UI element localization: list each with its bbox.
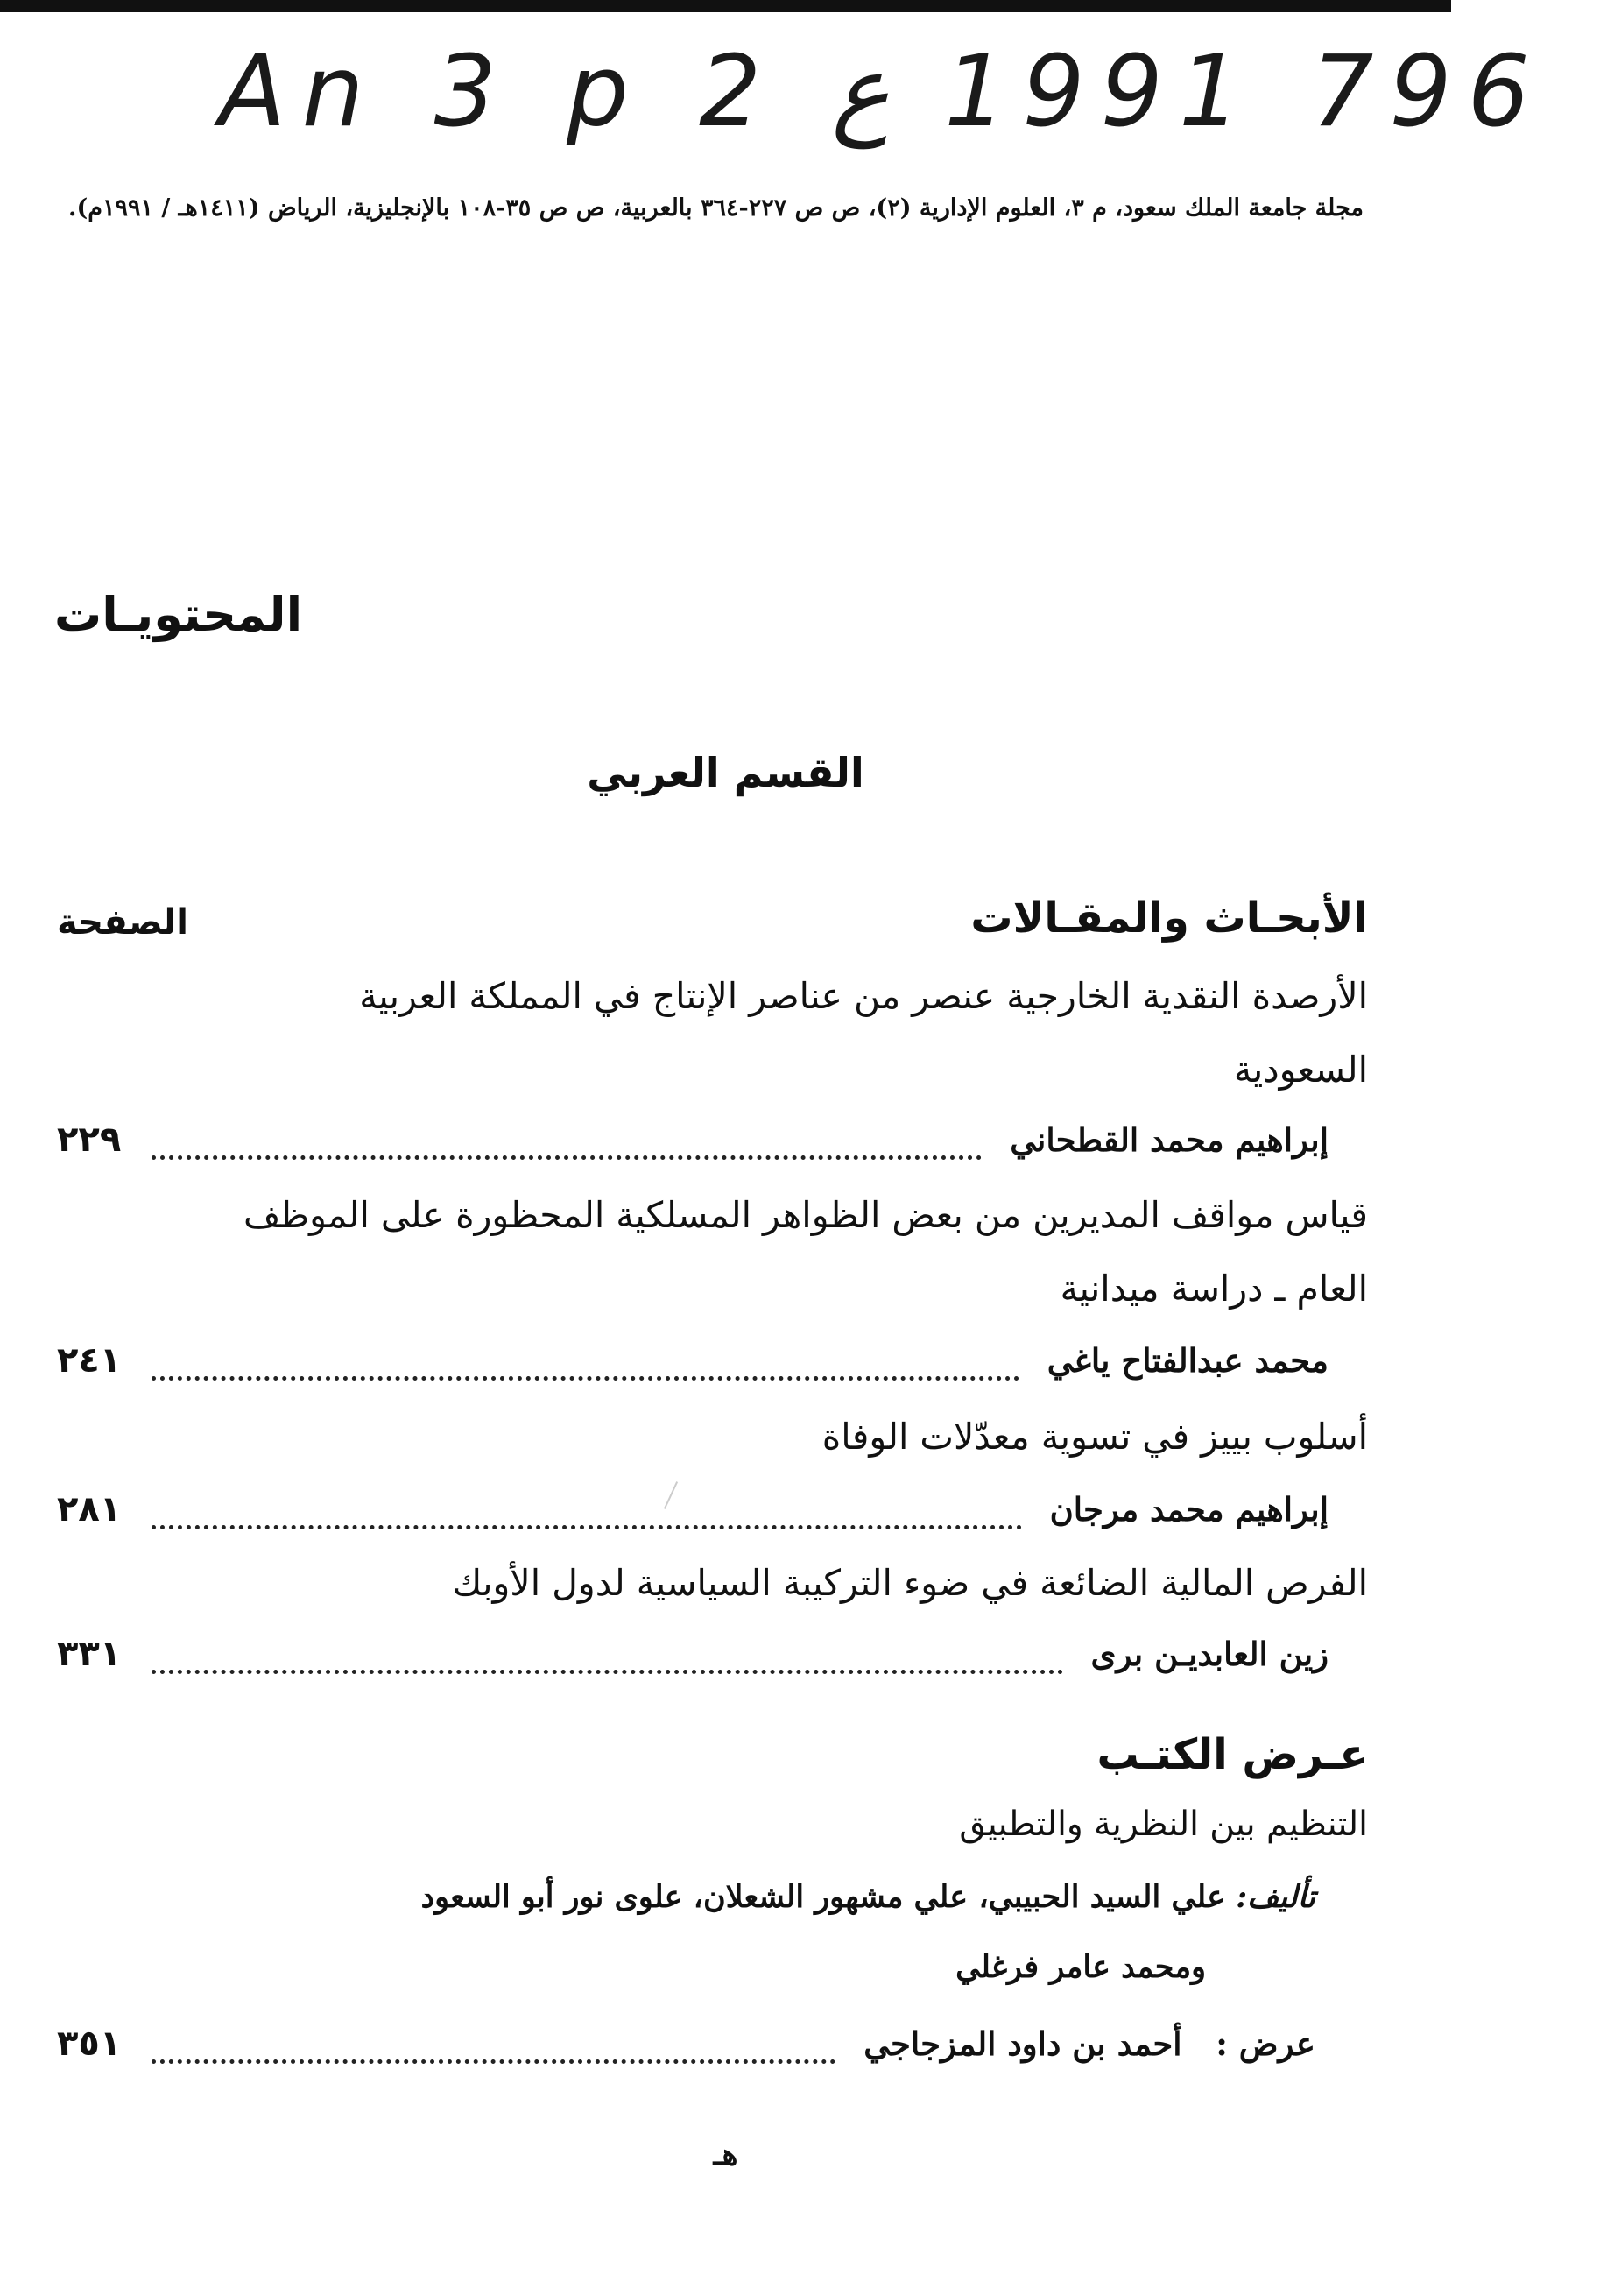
article-1-title xyxy=(359,959,1368,1106)
article-author: زين العابديـن برى xyxy=(1090,1635,1329,1673)
article-author: إبراهيم محمد القطحاني xyxy=(1010,1120,1329,1159)
hw-token: 3 xyxy=(433,35,512,149)
article-4-title xyxy=(453,1546,1368,1620)
leader-dots xyxy=(152,1499,1022,1529)
hw-token: 1991 xyxy=(944,35,1258,149)
page-number: ٣٣١ xyxy=(57,1634,122,1674)
article-author: محمد عبدالفتاح ياغي xyxy=(1047,1341,1329,1380)
article-1-toc-entry xyxy=(57,1120,1329,1169)
book-authors-line xyxy=(421,1879,1315,1915)
leader-dots xyxy=(152,2033,835,2064)
book-title: التنظيم بين النظرية والتطبيق xyxy=(959,1805,1368,1844)
article-4-toc-entry xyxy=(57,1634,1329,1683)
article-title-line: أسلوب بييز في تسوية معدّلات الوفاة xyxy=(821,1416,1368,1458)
article-author: إبراهيم محمد مرجان xyxy=(1049,1490,1329,1529)
journal-citation: مجلة جامعة الملك سعود، م ٣، العلوم الإدارية (٢)، ص ص ٢٢٧-٣٦٤ بالعربية، ص ص ٣٥-١٠٨ بالإنجليزية، الرياض (١٤١١هـ / ١٩٩١م). xyxy=(68,194,1364,222)
hw-token: 796 xyxy=(1311,35,1546,149)
book-review-toc-entry xyxy=(57,2024,1315,2073)
page-number: ٢٢٩ xyxy=(57,1120,122,1160)
reviewer-name: أحمد بن داود المزجاجي xyxy=(863,2024,1182,2063)
article-2-toc-entry xyxy=(57,1340,1329,1389)
articles-heading: الأبحـاث والمقـالات xyxy=(970,894,1368,943)
book-reviews-heading: عـرض الكتـب xyxy=(1096,1730,1368,1779)
page-number: ٢٤١ xyxy=(57,1340,122,1381)
hw-token: 2 xyxy=(698,35,778,149)
hw-token: An xyxy=(219,35,380,149)
hw-token: ع xyxy=(831,35,891,149)
article-title-line: العام ـ دراسة ميدانية xyxy=(1060,1268,1368,1310)
review-label: عرض : xyxy=(1216,2024,1315,2063)
article-3-toc-entry xyxy=(57,1489,1329,1538)
article-title-line: قياس مواقف المديرين من بعض الظواهر المسلكية المحظورة على الموظف xyxy=(243,1194,1368,1236)
page-number: ٢٨١ xyxy=(57,1489,122,1529)
hw-token: p xyxy=(566,35,645,149)
reviewer-line xyxy=(851,2024,1315,2063)
contents-title: المحتويـات xyxy=(54,587,303,642)
leader-dots xyxy=(152,1643,1063,1674)
book-authors-line-2: ومحمد عامر فرغلي xyxy=(955,1949,1206,1985)
article-2-title xyxy=(243,1178,1368,1325)
leader-dots xyxy=(152,1129,982,1160)
article-title-line: الفرص المالية الضائعة في ضوء التركيبة السياسية لدول الأوبك xyxy=(452,1562,1368,1604)
leader-dots xyxy=(152,1350,1019,1381)
page-number: ٣٥١ xyxy=(57,2024,122,2064)
page-column-label: الصفحة xyxy=(57,902,189,943)
authors-label: تأليف: xyxy=(1236,1879,1315,1915)
top-scan-border xyxy=(0,0,1451,12)
article-3-title xyxy=(822,1400,1368,1473)
arabic-section-title: القسم العربي xyxy=(587,749,864,796)
handwritten-catalog-code xyxy=(219,35,1546,149)
page-footer-mark: هـ xyxy=(713,2137,738,2172)
article-title-line: السعودية xyxy=(1233,1049,1368,1091)
book-authors: علي السيد الحبيبي، علي مشهور الشعلان، علوى نور أبو السعود xyxy=(420,1879,1226,1915)
article-title-line: الأرصدة النقدية الخارجية عنصر من عناصر الإنتاج في المملكة العربية xyxy=(359,975,1368,1017)
